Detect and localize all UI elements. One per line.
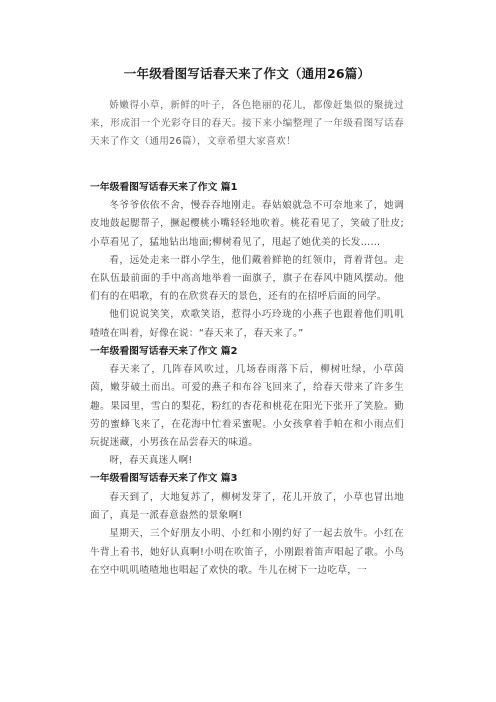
section-1-paragraph-2: 看，远处走来一群小学生，他们戴着鲜艳的红领巾，背着背包。走在队伍最前面的手中高高地举着一面旗子，旗子在春风中随风摆动。他们有的在唱歌，有的在欣赏春天的景色，还有的在招呼后面的同学。 [90, 254, 404, 303]
section-heading-2: 一年级看图写话春天来了作文 篇2 [90, 345, 238, 357]
document-title: 一年级看图写话春天来了作文（通用26篇） [123, 66, 371, 81]
section-heading-1: 一年级看图写话春天来了作文 篇1 [90, 181, 238, 193]
section-3-paragraph-2: 星期天，三个好朋友小明、小红和小刚约好了一起去放牛。小红在牛背上看书，她好认真啊!小明在吹笛子，小刚跟着笛声唱起了歌。小鸟在空中叽叽喳喳地也唱起了欢快的歌。牛儿在树下一边吃草，一 [90, 528, 404, 576]
intro-paragraph: 娇嫩得小草，新鲜的叶子，各色艳丽的花儿，都像赶集似的聚拢过来，形成泪一个光彩夺目的春天。接下来小编整理了一年级看图写话春天来了作文（通用26篇），文章希望大家喜欢！ [90, 100, 404, 148]
section-3-paragraph-1: 春天到了，大地复苏了，柳树发芽了，花儿开放了，小草也冒出地面了，真是一派春意盎然的景象啊! [90, 491, 404, 522]
section-2-paragraph-1: 春天来了，几阵春风吹过，几场春雨落下后，柳树吐绿，小草茵茵，嫩芽破土而出。可爱的燕子和布谷飞回来了，给春天带来了许多生趣。果园里，雪白的梨花，粉红的杏花和桃花在阳光下张开了笑脸。勤劳的蜜蜂飞来了，在花海中忙着采蜜呢。小女孩拿着手帕在和小雨点们玩捉迷藏，小男孩在品尝春天的味道。 [90, 364, 404, 449]
section-heading-3: 一年级看图写话春天来了作文 篇3 [90, 473, 238, 485]
section-1-paragraph-3: 他们说说笑笑，欢歌笑语，惹得小巧玲珑的小燕子也跟着他们叽叽喳喳在叫着，好像在说：“春天来了，春天来了。” [90, 309, 404, 339]
section-1-paragraph-1: 冬爷爷依依不舍，慢吞吞地刚走。春姑娘就急不可奈地来了，她调皮地鼓起腮帮子，撅起樱桃小嘴轻轻地吹着。桃花看见了，笑破了肚皮;小草看见了，猛地钻出地面;柳树看见了，甩起了她优美的长发…… [90, 200, 404, 248]
section-2-paragraph-2: 呀，春天真迷人啊! [109, 455, 193, 467]
section-spacer [90, 152, 404, 179]
